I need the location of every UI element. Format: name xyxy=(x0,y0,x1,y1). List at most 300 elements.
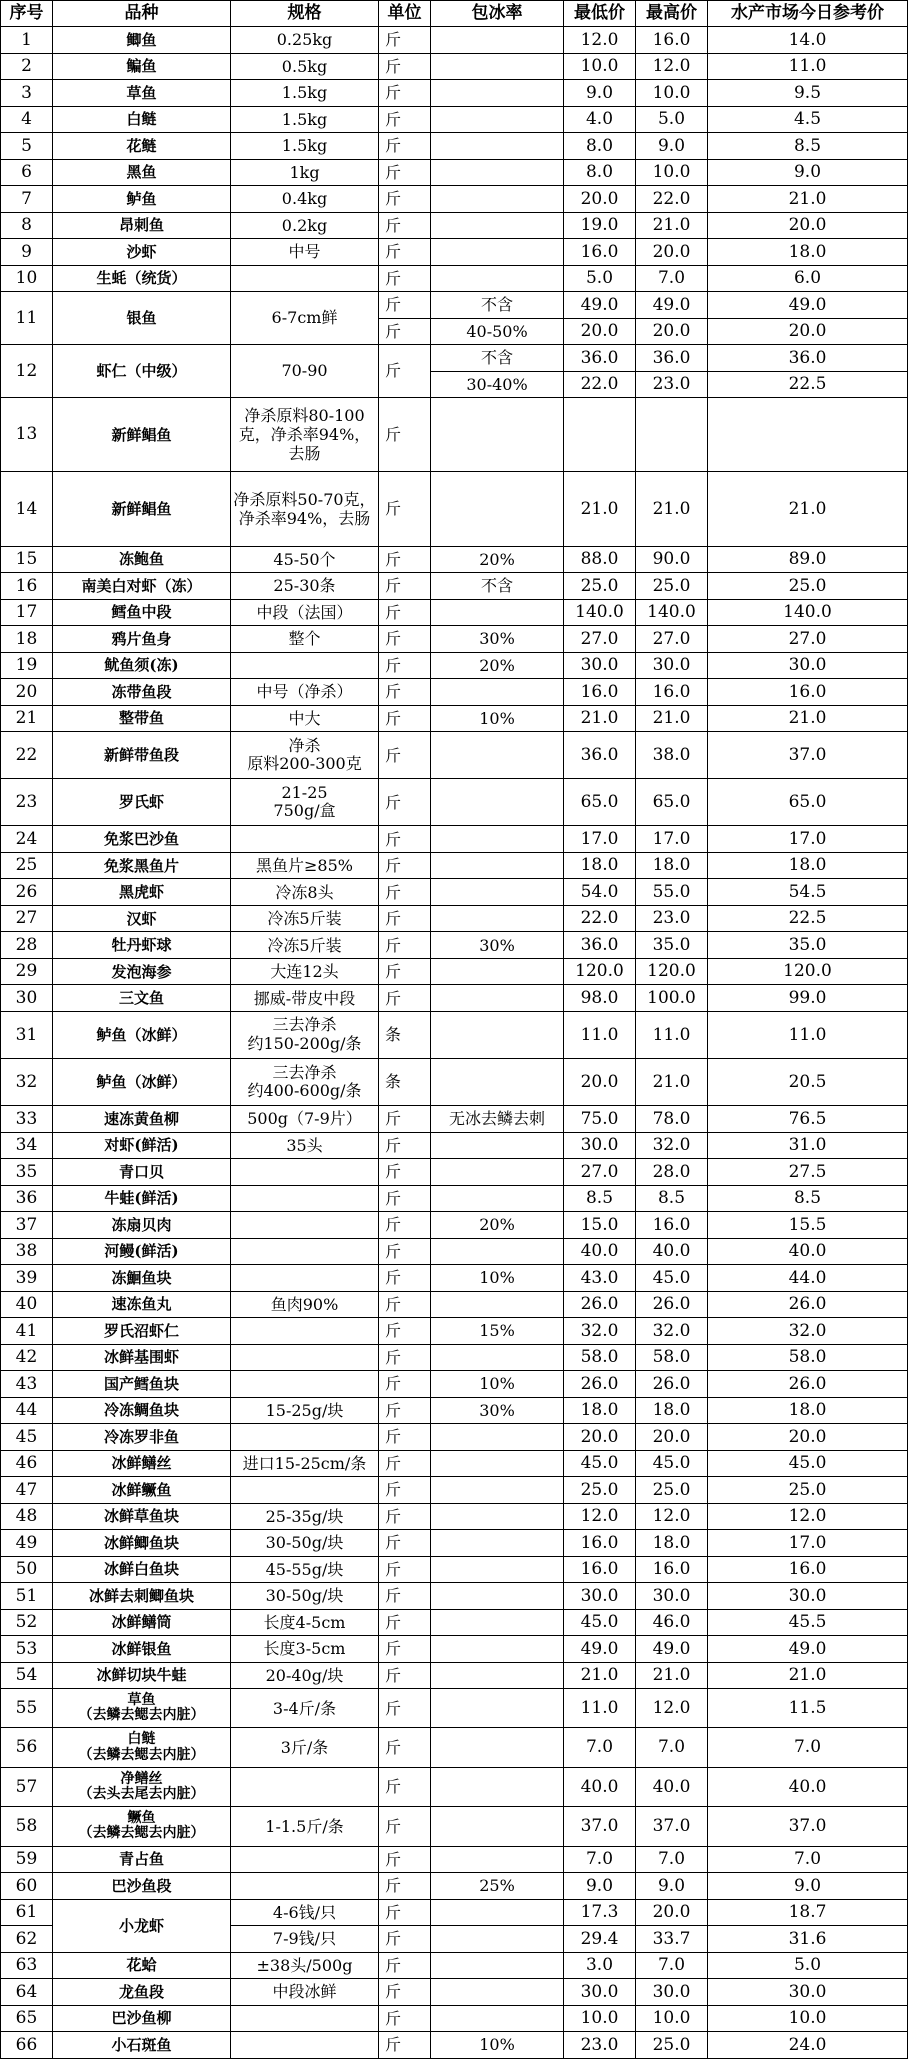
table-row xyxy=(1,932,908,959)
row-ice: 10% xyxy=(431,1371,564,1398)
row-name: 冰鲜白鱼块 xyxy=(53,1556,231,1583)
row-unit: 斤 xyxy=(379,345,431,398)
row-name: 鲈鱼（冰鲜） xyxy=(53,1011,231,1058)
row-no: 65 xyxy=(1,2005,53,2032)
row-ref: 22.5 xyxy=(708,905,908,932)
row-spec: 冷冻5斤装 xyxy=(231,932,379,959)
row-max: 8.5 xyxy=(636,1185,708,1212)
row-name: 青口贝 xyxy=(53,1159,231,1186)
row-min: 36.0 xyxy=(564,932,636,959)
row-spec xyxy=(231,1846,379,1873)
row-name: 牛蛙(鲜活) xyxy=(53,1185,231,1212)
row-spec: 长度4-5cm xyxy=(231,1609,379,1636)
row-no: 21 xyxy=(1,705,53,732)
row-unit: 斤 xyxy=(379,1636,431,1663)
row-min: 20.0 xyxy=(564,318,636,345)
row-no: 35 xyxy=(1,1159,53,1186)
row-min: 26.0 xyxy=(564,1371,636,1398)
row-ref: 18.0 xyxy=(708,239,908,266)
row-max: 17.0 xyxy=(636,826,708,853)
row-ref: 27.0 xyxy=(708,626,908,653)
row-ref: 54.5 xyxy=(708,879,908,906)
table-row xyxy=(1,1636,908,1663)
table-row xyxy=(1,1767,908,1806)
row-spec: 中段（法国） xyxy=(231,599,379,626)
row-max: 25.0 xyxy=(636,573,708,600)
row-name: 虾仁（中级） xyxy=(53,345,231,398)
row-no: 30 xyxy=(1,985,53,1012)
row-name: 冻鲍鱼 xyxy=(53,546,231,573)
row-min: 45.0 xyxy=(564,1450,636,1477)
row-spec: 挪威-带皮中段 xyxy=(231,985,379,1012)
row-name: 冰鲜切块牛蛙 xyxy=(53,1662,231,1689)
row-unit: 斤 xyxy=(379,1662,431,1689)
row-ice xyxy=(431,1926,564,1953)
row-no: 51 xyxy=(1,1583,53,1610)
row-spec: 净杀原料50-70克，净杀率94%，去肠 xyxy=(231,472,379,546)
table-row xyxy=(1,186,908,213)
row-max xyxy=(636,398,708,472)
table-row xyxy=(1,106,908,133)
row-no: 15 xyxy=(1,546,53,573)
row-max: 30.0 xyxy=(636,1979,708,2006)
table-row xyxy=(1,212,908,239)
row-no: 34 xyxy=(1,1132,53,1159)
table-row xyxy=(1,398,908,472)
row-ref: 35.0 xyxy=(708,932,908,959)
row-min: 21.0 xyxy=(564,472,636,546)
row-ref: 20.0 xyxy=(708,212,908,239)
row-spec xyxy=(231,1185,379,1212)
row-max: 11.0 xyxy=(636,1011,708,1058)
table-row xyxy=(1,133,908,160)
header-row xyxy=(1,1,908,27)
row-max: 21.0 xyxy=(636,472,708,546)
row-ice: 无冰去鳞去刺 xyxy=(431,1106,564,1133)
row-name: 对虾(鲜活) xyxy=(53,1132,231,1159)
row-min: 10.0 xyxy=(564,53,636,80)
row-spec xyxy=(231,1212,379,1239)
row-ice xyxy=(431,1344,564,1371)
table-row xyxy=(1,1011,908,1058)
row-ice xyxy=(431,1728,564,1767)
row-unit: 斤 xyxy=(379,80,431,107)
row-no: 9 xyxy=(1,239,53,266)
row-name: 鲫鱼 xyxy=(53,27,231,54)
header-name: 品种 xyxy=(53,1,231,27)
row-name: 新鲜鲳鱼 xyxy=(53,472,231,546)
row-no: 10 xyxy=(1,265,53,292)
row-no: 11 xyxy=(1,292,53,345)
row-ice: 25% xyxy=(431,1873,564,1900)
row-ref: 18.0 xyxy=(708,852,908,879)
row-max: 35.0 xyxy=(636,932,708,959)
row-ice xyxy=(431,1424,564,1451)
table-row xyxy=(1,292,908,319)
row-unit: 斤 xyxy=(379,1159,431,1186)
row-name: 巴沙鱼柳 xyxy=(53,2005,231,2032)
row-ref: 18.7 xyxy=(708,1899,908,1926)
row-max: 27.0 xyxy=(636,626,708,653)
row-min: 37.0 xyxy=(564,1807,636,1846)
row-ref: 32.0 xyxy=(708,1318,908,1345)
row-unit: 斤 xyxy=(379,1477,431,1504)
row-unit: 斤 xyxy=(379,186,431,213)
row-no: 19 xyxy=(1,652,53,679)
row-ice xyxy=(431,779,564,826)
row-name: 草鱼 （去鳞去鳃去内脏） xyxy=(53,1689,231,1728)
table-row xyxy=(1,1503,908,1530)
row-spec xyxy=(231,1424,379,1451)
row-ref: 22.5 xyxy=(708,371,908,398)
row-min: 22.0 xyxy=(564,905,636,932)
row-no: 27 xyxy=(1,905,53,932)
row-ice xyxy=(431,1185,564,1212)
row-ref: 140.0 xyxy=(708,599,908,626)
row-min: 30.0 xyxy=(564,1979,636,2006)
row-unit: 斤 xyxy=(379,318,431,345)
row-unit: 斤 xyxy=(379,1767,431,1806)
row-name: 黑虎虾 xyxy=(53,879,231,906)
row-ice xyxy=(431,472,564,546)
row-ref: 8.5 xyxy=(708,133,908,160)
row-unit: 斤 xyxy=(379,159,431,186)
row-ice xyxy=(431,852,564,879)
row-min: 20.0 xyxy=(564,186,636,213)
row-spec: 三去净杀 约150-200g/条 xyxy=(231,1011,379,1058)
row-ref: 30.0 xyxy=(708,1979,908,2006)
row-min: 16.0 xyxy=(564,1556,636,1583)
row-spec: 15-25g/块 xyxy=(231,1397,379,1424)
row-min: 18.0 xyxy=(564,852,636,879)
row-ref: 4.5 xyxy=(708,106,908,133)
table-row xyxy=(1,705,908,732)
row-spec xyxy=(231,2032,379,2059)
row-min: 45.0 xyxy=(564,1609,636,1636)
row-spec: 0.5kg xyxy=(231,53,379,80)
row-unit: 斤 xyxy=(379,53,431,80)
row-spec: 70-90 xyxy=(231,345,379,398)
row-ice: 20% xyxy=(431,546,564,573)
row-ice: 10% xyxy=(431,705,564,732)
row-no: 50 xyxy=(1,1556,53,1583)
row-unit: 斤 xyxy=(379,1265,431,1292)
row-no: 18 xyxy=(1,626,53,653)
row-ice xyxy=(431,1807,564,1846)
row-min: 15.0 xyxy=(564,1212,636,1239)
row-max: 90.0 xyxy=(636,546,708,573)
row-ref: 76.5 xyxy=(708,1106,908,1133)
row-name: 冷冻罗非鱼 xyxy=(53,1424,231,1451)
row-min: 36.0 xyxy=(564,732,636,779)
row-min: 20.0 xyxy=(564,1058,636,1105)
row-spec: 25-35g/块 xyxy=(231,1503,379,1530)
row-ice xyxy=(431,1058,564,1105)
row-no: 5 xyxy=(1,133,53,160)
row-max: 21.0 xyxy=(636,705,708,732)
table-row xyxy=(1,779,908,826)
row-no: 42 xyxy=(1,1344,53,1371)
row-ref: 27.5 xyxy=(708,1159,908,1186)
row-ref: 26.0 xyxy=(708,1371,908,1398)
table-row xyxy=(1,159,908,186)
row-min: 7.0 xyxy=(564,1846,636,1873)
row-name: 小龙虾 xyxy=(53,1899,231,1952)
row-unit: 斤 xyxy=(379,985,431,1012)
row-name: 巴沙鱼段 xyxy=(53,1873,231,1900)
row-ice xyxy=(431,159,564,186)
row-max: 32.0 xyxy=(636,1132,708,1159)
table-row xyxy=(1,599,908,626)
row-max: 26.0 xyxy=(636,1291,708,1318)
row-ice xyxy=(431,1899,564,1926)
row-min: 9.0 xyxy=(564,80,636,107)
row-ice xyxy=(431,599,564,626)
table-row xyxy=(1,1106,908,1133)
table-row xyxy=(1,1397,908,1424)
row-name: 发泡海参 xyxy=(53,958,231,985)
row-name: 白鲢 xyxy=(53,106,231,133)
row-max: 12.0 xyxy=(636,53,708,80)
row-no: 64 xyxy=(1,1979,53,2006)
table-row xyxy=(1,27,908,54)
row-max: 23.0 xyxy=(636,905,708,932)
row-max: 49.0 xyxy=(636,292,708,319)
row-no: 43 xyxy=(1,1371,53,1398)
row-no: 38 xyxy=(1,1238,53,1265)
row-spec xyxy=(231,1159,379,1186)
row-ref: 49.0 xyxy=(708,292,908,319)
row-ice xyxy=(431,2005,564,2032)
row-unit: 斤 xyxy=(379,1846,431,1873)
row-min: 12.0 xyxy=(564,27,636,54)
row-spec: 45-50个 xyxy=(231,546,379,573)
row-ref: 6.0 xyxy=(708,265,908,292)
row-ref: 9.0 xyxy=(708,1873,908,1900)
row-spec: 冷冻5斤装 xyxy=(231,905,379,932)
table-row xyxy=(1,1609,908,1636)
row-ref: 20.5 xyxy=(708,1058,908,1105)
row-no: 14 xyxy=(1,472,53,546)
row-no: 48 xyxy=(1,1503,53,1530)
row-max: 21.0 xyxy=(636,1662,708,1689)
row-ref: 11.5 xyxy=(708,1689,908,1728)
row-no: 54 xyxy=(1,1662,53,1689)
row-ref: 40.0 xyxy=(708,1238,908,1265)
row-min: 29.4 xyxy=(564,1926,636,1953)
row-no: 6 xyxy=(1,159,53,186)
row-spec: 1.5kg xyxy=(231,133,379,160)
row-spec xyxy=(231,2005,379,2032)
header-spec: 规格 xyxy=(231,1,379,27)
row-ice: 40-50% xyxy=(431,318,564,345)
row-min: 21.0 xyxy=(564,705,636,732)
row-max: 30.0 xyxy=(636,652,708,679)
row-no: 29 xyxy=(1,958,53,985)
row-ref: 30.0 xyxy=(708,1583,908,1610)
row-min: 30.0 xyxy=(564,1583,636,1610)
header-ref: 水产市场今日参考价 xyxy=(708,1,908,27)
table-row xyxy=(1,2005,908,2032)
row-name: 鲈鱼（冰鲜） xyxy=(53,1058,231,1105)
row-ref: 49.0 xyxy=(708,1636,908,1663)
row-unit: 斤 xyxy=(379,626,431,653)
row-spec: 净杀 原料200-300克 xyxy=(231,732,379,779)
row-ice xyxy=(431,1952,564,1979)
row-ice xyxy=(431,1238,564,1265)
table-row xyxy=(1,852,908,879)
row-no: 8 xyxy=(1,212,53,239)
row-no: 58 xyxy=(1,1807,53,1846)
row-max: 21.0 xyxy=(636,212,708,239)
row-ice xyxy=(431,1477,564,1504)
row-min: 11.0 xyxy=(564,1011,636,1058)
row-no: 62 xyxy=(1,1926,53,1953)
row-spec: 1kg xyxy=(231,159,379,186)
row-no: 7 xyxy=(1,186,53,213)
row-ref: 21.0 xyxy=(708,705,908,732)
row-no: 23 xyxy=(1,779,53,826)
row-unit: 斤 xyxy=(379,1212,431,1239)
row-ref: 25.0 xyxy=(708,1477,908,1504)
header-min: 最低价 xyxy=(564,1,636,27)
row-min: 10.0 xyxy=(564,2005,636,2032)
row-name: 汉虾 xyxy=(53,905,231,932)
row-ice xyxy=(431,133,564,160)
row-max: 23.0 xyxy=(636,371,708,398)
row-max: 25.0 xyxy=(636,2032,708,2059)
row-ref: 24.0 xyxy=(708,2032,908,2059)
row-name: 罗氏沼虾仁 xyxy=(53,1318,231,1345)
table-row xyxy=(1,1728,908,1767)
row-no: 63 xyxy=(1,1952,53,1979)
row-unit: 斤 xyxy=(379,852,431,879)
row-min: 5.0 xyxy=(564,265,636,292)
row-spec: 黑鱼片≥85% xyxy=(231,852,379,879)
row-ice: 30% xyxy=(431,932,564,959)
row-ref: 9.5 xyxy=(708,80,908,107)
row-max: 18.0 xyxy=(636,852,708,879)
row-min: 30.0 xyxy=(564,652,636,679)
row-min: 7.0 xyxy=(564,1728,636,1767)
row-unit: 斤 xyxy=(379,546,431,573)
row-name: 速冻鱼丸 xyxy=(53,1291,231,1318)
row-spec: 中段冰鲜 xyxy=(231,1979,379,2006)
row-ref: 36.0 xyxy=(708,345,908,372)
row-max: 16.0 xyxy=(636,27,708,54)
row-max: 40.0 xyxy=(636,1238,708,1265)
row-ice xyxy=(431,958,564,985)
row-max: 16.0 xyxy=(636,1556,708,1583)
row-unit: 斤 xyxy=(379,652,431,679)
row-no: 3 xyxy=(1,80,53,107)
row-ice xyxy=(431,879,564,906)
row-max: 26.0 xyxy=(636,1371,708,1398)
row-ice xyxy=(431,1662,564,1689)
row-spec: 7-9钱/只 xyxy=(231,1926,379,1953)
row-ice xyxy=(431,1609,564,1636)
row-ref: 7.0 xyxy=(708,1728,908,1767)
row-ref: 15.5 xyxy=(708,1212,908,1239)
row-ice xyxy=(431,1132,564,1159)
table-row xyxy=(1,1846,908,1873)
row-ref: 18.0 xyxy=(708,1397,908,1424)
row-unit: 斤 xyxy=(379,1106,431,1133)
row-ice xyxy=(431,265,564,292)
row-min: 4.0 xyxy=(564,106,636,133)
row-ref: 45.5 xyxy=(708,1609,908,1636)
row-ref: 21.0 xyxy=(708,1662,908,1689)
row-no: 59 xyxy=(1,1846,53,1873)
row-ref: 20.0 xyxy=(708,318,908,345)
row-ref: 16.0 xyxy=(708,679,908,706)
table-row xyxy=(1,1450,908,1477)
row-max: 20.0 xyxy=(636,318,708,345)
row-no: 49 xyxy=(1,1530,53,1557)
row-max: 30.0 xyxy=(636,1583,708,1610)
row-min xyxy=(564,398,636,472)
row-ref: 10.0 xyxy=(708,2005,908,2032)
row-min: 21.0 xyxy=(564,1662,636,1689)
table-row xyxy=(1,1212,908,1239)
table-row xyxy=(1,1873,908,1900)
row-max: 12.0 xyxy=(636,1689,708,1728)
row-ref: 99.0 xyxy=(708,985,908,1012)
table-row xyxy=(1,1556,908,1583)
row-ice xyxy=(431,985,564,1012)
table-row xyxy=(1,652,908,679)
row-unit: 斤 xyxy=(379,1344,431,1371)
row-spec: 30-50g/块 xyxy=(231,1530,379,1557)
row-max: 9.0 xyxy=(636,133,708,160)
row-unit: 斤 xyxy=(379,1450,431,1477)
row-spec: 净杀原料80-100克，净杀率94%，去肠 xyxy=(231,398,379,472)
row-max: 45.0 xyxy=(636,1450,708,1477)
row-min: 16.0 xyxy=(564,679,636,706)
row-max: 20.0 xyxy=(636,239,708,266)
row-min: 58.0 xyxy=(564,1344,636,1371)
row-name: 冰鲜鳝筒 xyxy=(53,1609,231,1636)
row-ice xyxy=(431,1846,564,1873)
row-no: 22 xyxy=(1,732,53,779)
row-unit: 斤 xyxy=(379,1132,431,1159)
row-min: 75.0 xyxy=(564,1106,636,1133)
row-ice: 20% xyxy=(431,1212,564,1239)
row-max: 7.0 xyxy=(636,1846,708,1873)
row-name: 冰鲜鲫鱼块 xyxy=(53,1530,231,1557)
row-spec: 3-4斤/条 xyxy=(231,1689,379,1728)
row-min: 23.0 xyxy=(564,2032,636,2059)
row-unit: 斤 xyxy=(379,1583,431,1610)
row-min: 27.0 xyxy=(564,626,636,653)
table-row xyxy=(1,472,908,546)
header-max: 最高价 xyxy=(636,1,708,27)
row-name: 黑鱼 xyxy=(53,159,231,186)
row-ref: 11.0 xyxy=(708,53,908,80)
row-spec: 1-1.5斤/条 xyxy=(231,1807,379,1846)
row-ice: 不含 xyxy=(431,345,564,372)
row-max: 37.0 xyxy=(636,1807,708,1846)
row-min: 27.0 xyxy=(564,1159,636,1186)
row-spec: 21-25 750g/盒 xyxy=(231,779,379,826)
row-ice xyxy=(431,1450,564,1477)
row-unit: 斤 xyxy=(379,1503,431,1530)
row-min: 120.0 xyxy=(564,958,636,985)
row-ref: 17.0 xyxy=(708,826,908,853)
table-row xyxy=(1,1159,908,1186)
row-ref: 12.0 xyxy=(708,1503,908,1530)
row-ref: 7.0 xyxy=(708,1846,908,1873)
